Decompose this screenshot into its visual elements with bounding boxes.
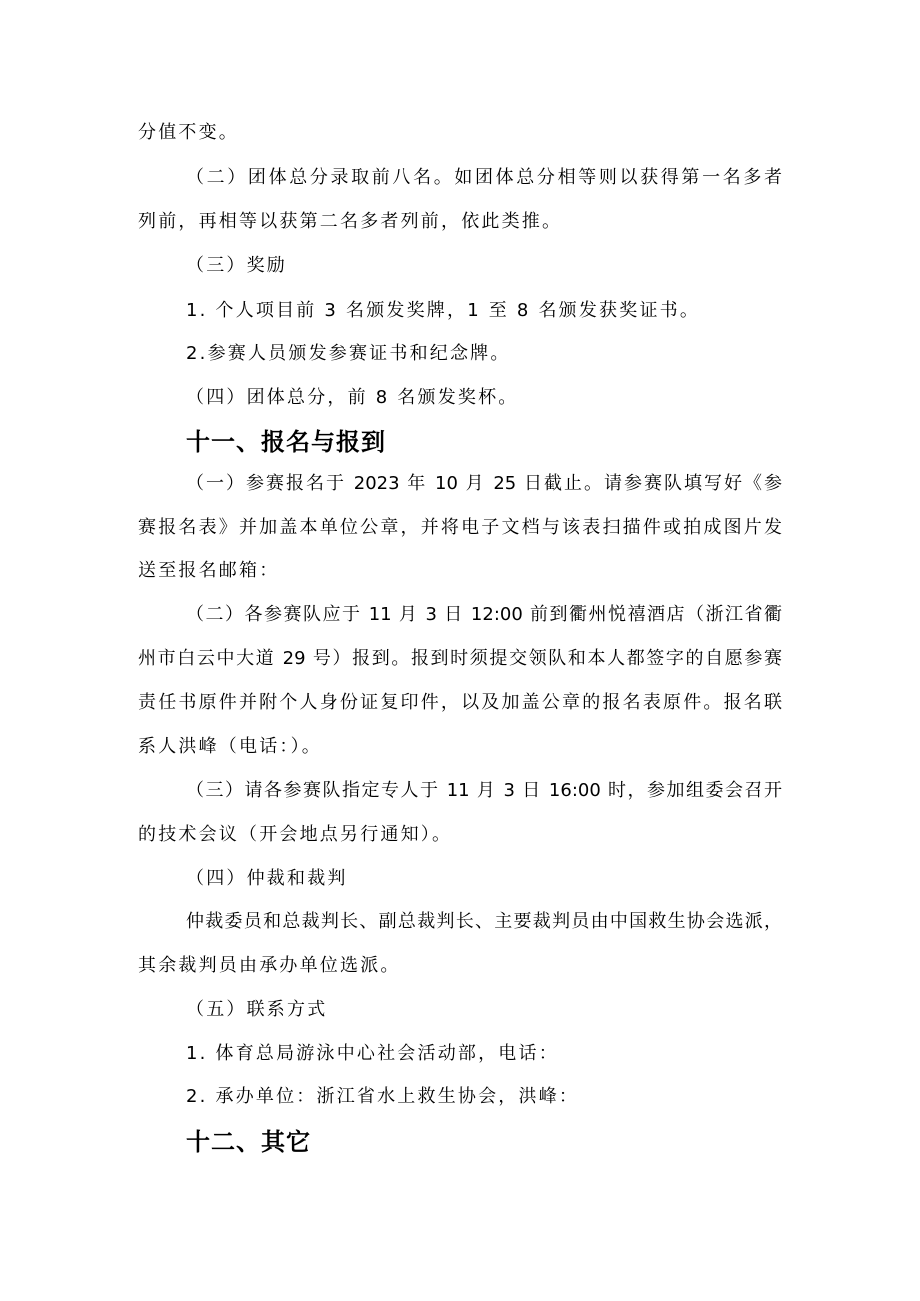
paragraph-line: （三）请各参赛队指定专人于 11 月 3 日 16:00 时，参加组委会召开	[186, 780, 782, 801]
paragraph-line: 的技术会议（开会地点另行通知）。	[138, 824, 453, 845]
paragraph-line: 列前，再相等以获第二名多者列前，依此类推。	[138, 211, 563, 232]
subsection-title: （三）奖励	[186, 255, 287, 276]
list-item: 1. 体育总局游泳中心社会活动部，电话：	[186, 1043, 559, 1064]
subsection-title: （四）仲裁和裁判	[186, 868, 348, 889]
paragraph-line: （二）各参赛队应于 11 月 3 日 12:00 前到衢州悦禧酒店（浙江省衢	[186, 604, 782, 625]
list-item: 2.参赛人员颁发参赛证书和纪念牌。	[186, 343, 511, 364]
paragraph-line: （四）团体总分，前 8 名颁发奖杯。	[186, 387, 519, 408]
list-item: 1. 个人项目前 3 名颁发奖牌，1 至 8 名颁发获奖证书。	[186, 300, 701, 321]
paragraph-line: 其余裁判员由承办单位选派。	[138, 955, 401, 976]
paragraph-line: 责任书原件并附个人身份证复印件，以及加盖公章的报名表原件。报名联	[138, 692, 782, 713]
paragraph-line: 分值不变。	[138, 122, 239, 143]
paragraph-line: （一）参赛报名于 2023 年 10 月 25 日截止。请参赛队填写好《参	[186, 473, 782, 494]
paragraph-line: （二）团体总分录取前八名。如团体总分相等则以获得第一名多者	[186, 167, 782, 188]
paragraph-line: 送至报名邮箱：	[138, 560, 280, 581]
list-item: 2. 承办单位：浙江省水上救生协会，洪峰：	[186, 1086, 580, 1107]
section-heading-11: 十一、报名与报到	[186, 428, 386, 456]
section-heading-12: 十二、其它	[186, 1128, 311, 1156]
paragraph-line: 赛报名表》并加盖本单位公章，并将电子文档与该表扫描件或拍成图片发	[138, 517, 782, 538]
paragraph-line: 仲裁委员和总裁判长、副总裁判长、主要裁判员由中国救生协会选派，	[186, 911, 782, 932]
paragraph-line: 系人洪峰（电话：）。	[138, 736, 322, 757]
subsection-title: （五）联系方式	[186, 999, 328, 1020]
paragraph-line: 州市白云中大道 29 号）报到。报到时须提交领队和本人都签字的自愿参赛	[138, 648, 782, 669]
